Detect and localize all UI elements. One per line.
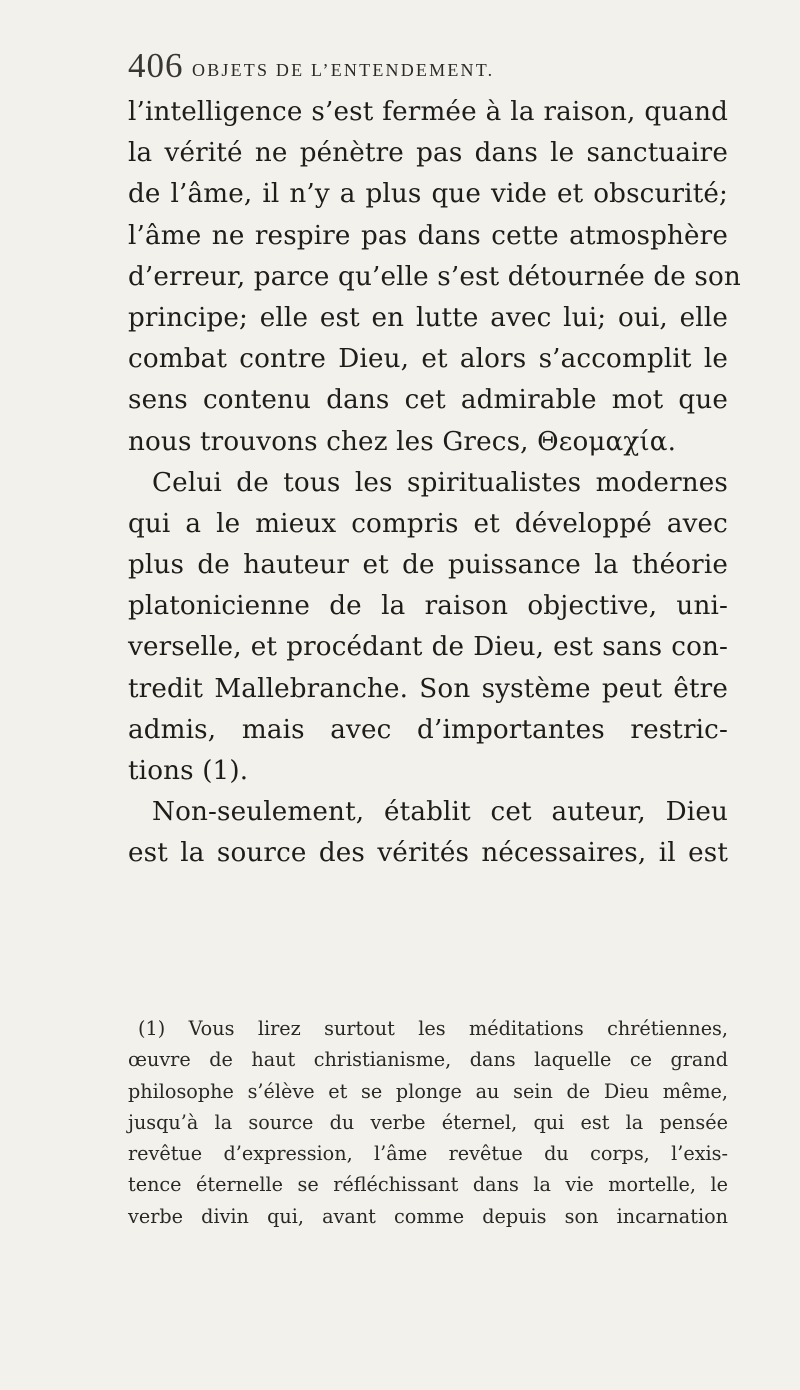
- text-line: platonicienne de la raison objective, uni-: [128, 591, 728, 622]
- text-line: de l’âme, il n’y a plus que vide et obscurité;: [128, 179, 728, 210]
- text-line: plus de hauteur et de puissance la théorie: [128, 550, 728, 581]
- footnote-line: revêtue d’expression, l’âme revêtue du corps, l’exis-: [128, 1142, 728, 1166]
- running-head: OBJETS DE L’ENTENDEMENT.: [192, 60, 495, 80]
- text-line: Non-seulement, établit cet auteur, Dieu: [152, 797, 728, 828]
- footnote-line: philosophe s’élève et se plonge au sein de Dieu même,: [128, 1079, 728, 1103]
- text-line: principe; elle est en lutte avec lui; oui, elle: [128, 302, 728, 333]
- text-line: qui a le mieux compris et développé avec: [128, 508, 728, 539]
- page-number: 406: [128, 46, 184, 85]
- body-text: [128, 92, 741, 875]
- text-line: nous trouvons chez les Grecs, Θεομαχία.: [128, 426, 677, 457]
- text-line: l’âme ne respire pas dans cette atmosphère: [128, 220, 728, 251]
- footnote-line: jusqu’à la source du verbe éternel, qui est la pensée: [128, 1110, 728, 1134]
- text-line: admis, mais avec d’importantes restric-: [128, 714, 728, 745]
- text-line: verselle, et procédant de Dieu, est sans con-: [128, 632, 728, 663]
- footnote-line: tence éternelle se réfléchissant dans la vie mortelle, le: [128, 1173, 728, 1197]
- footnote-line: verbe divin qui, avant comme depuis son incarnation: [128, 1204, 728, 1228]
- text-line: sens contenu dans cet admirable mot que: [128, 385, 728, 416]
- text-line: tredit Mallebranche. Son système peut être: [128, 673, 728, 704]
- footnote: [128, 1013, 728, 1232]
- text-line: la vérité ne pénètre pas dans le sanctuaire: [128, 138, 728, 169]
- text-line: combat contre Dieu, et alors s’accomplit le: [128, 344, 728, 375]
- text-line: l’intelligence s’est fermée à la raison, quand: [128, 97, 728, 127]
- footnote-line: œuvre de haut christianisme, dans laquelle ce grand: [128, 1048, 728, 1072]
- text-line: est la source des vérités nécessaires, il est: [128, 838, 728, 869]
- text-line: tions (1).: [128, 756, 249, 786]
- text-line: d’erreur, parce qu’elle s’est détournée de son: [128, 261, 741, 292]
- footnote-line: (1) Vous lirez surtout les méditations chrétiennes,: [138, 1017, 728, 1040]
- page-header: [128, 46, 728, 96]
- text-line: Celui de tous les spiritualistes modernes: [152, 467, 728, 498]
